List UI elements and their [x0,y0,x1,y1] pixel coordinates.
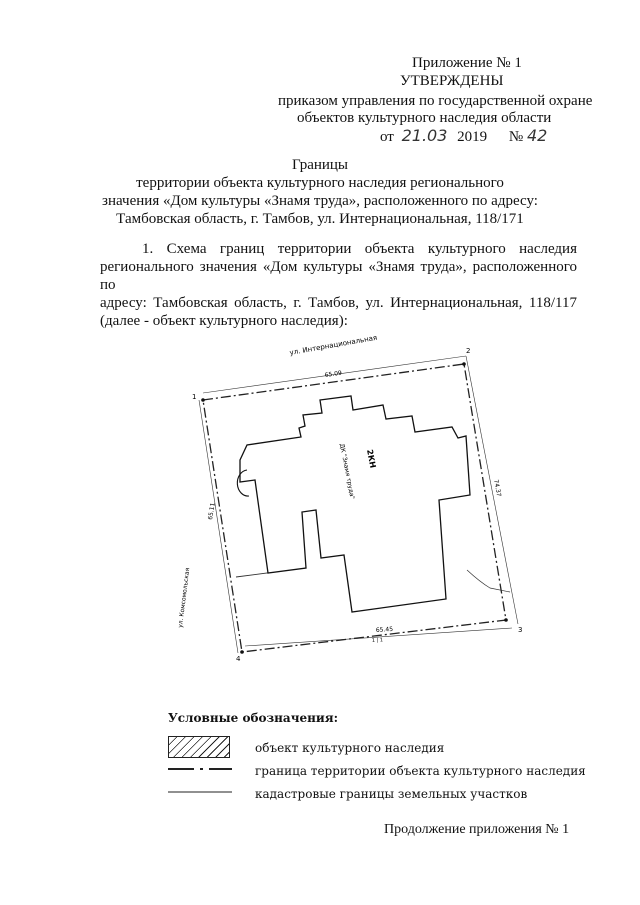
dim-bottom-sub: 1 | 1 [371,637,384,644]
legend-title: Условные обозначения: [168,711,339,725]
legend-item-heritage: объект культурного наследия [255,741,445,755]
number-prefix: № [508,129,524,145]
dim-right-label: 74.37 [492,479,503,498]
section1-line-4: (далее - объект культурного наследия): [100,313,348,329]
point-label-3: 3 [518,626,523,634]
building-code-label: 2КН [365,448,378,469]
point-marker-3 [504,618,508,622]
dim-top-label: 65.09 [324,369,343,379]
title-line-1: Границы [291,157,349,173]
title-line-4: Тамбовская область, г. Тамбов, ул. Интернациональная, 118/171 [116,211,524,227]
approved-label: УТВЕРЖДЕНЫ [400,73,504,89]
point-marker-4 [240,650,244,654]
site-plan [0,320,640,680]
point-label-2: 2 [466,347,471,355]
order-date-line [380,127,547,146]
point-marker-2 [462,362,466,366]
handwritten-date: 21.03 [401,126,448,145]
title-line-2: территории объекта культурного наследия регионального [136,175,504,191]
appendix-number: Приложение № 1 [412,55,522,71]
continuation-note: Продолжение приложения № 1 [384,822,570,837]
point-label-1: 1 [192,393,197,401]
cadastral-line-right [467,570,510,592]
title-line-3: значения «Дом культуры «Знамя труда», расположенного по адресу: [102,193,538,209]
dimension-line-right [466,356,518,624]
building-name-label: ДК "Знамя труда" [338,443,356,500]
point-marker-1 [201,398,205,402]
legend-swatch-boundary [168,764,232,774]
street-top-label: ул. Интернациональная [288,333,378,357]
order-line-1: приказом управления по государственной охране [278,93,593,109]
date-prefix: от [380,129,394,145]
section1-line-2: регионального значения «Дом культуры «Знамя труда», расположенного по [100,259,577,293]
dim-bottom-label: 65.45 [375,625,394,634]
dimension-line-left [199,400,238,653]
section1-paragraph [100,240,577,330]
dim-left-label: 65.11 [207,502,217,521]
section1-line-3: адресу: Тамбовская область, г. Тамбов, ул. Интернациональная, 118/117 [100,295,577,311]
legend-swatch-heritage [168,736,230,758]
legend-swatch-cadastral [168,789,232,795]
legend-item-cadastral: кадастровые границы земельных участков [255,787,528,801]
street-left-label: ул. Комсомольская [177,567,192,629]
legend-item-boundary: граница территории объекта культурного наследия [255,764,586,778]
building-outline [240,396,470,612]
point-label-4: 4 [236,655,241,663]
handwritten-number: 42 [526,126,548,145]
section1-line-1: 1. Схема границ территории объекта культурного наследия [142,241,577,257]
order-year: 2019 [457,129,488,145]
order-line-2: объектов культурного наследия области [297,110,552,126]
